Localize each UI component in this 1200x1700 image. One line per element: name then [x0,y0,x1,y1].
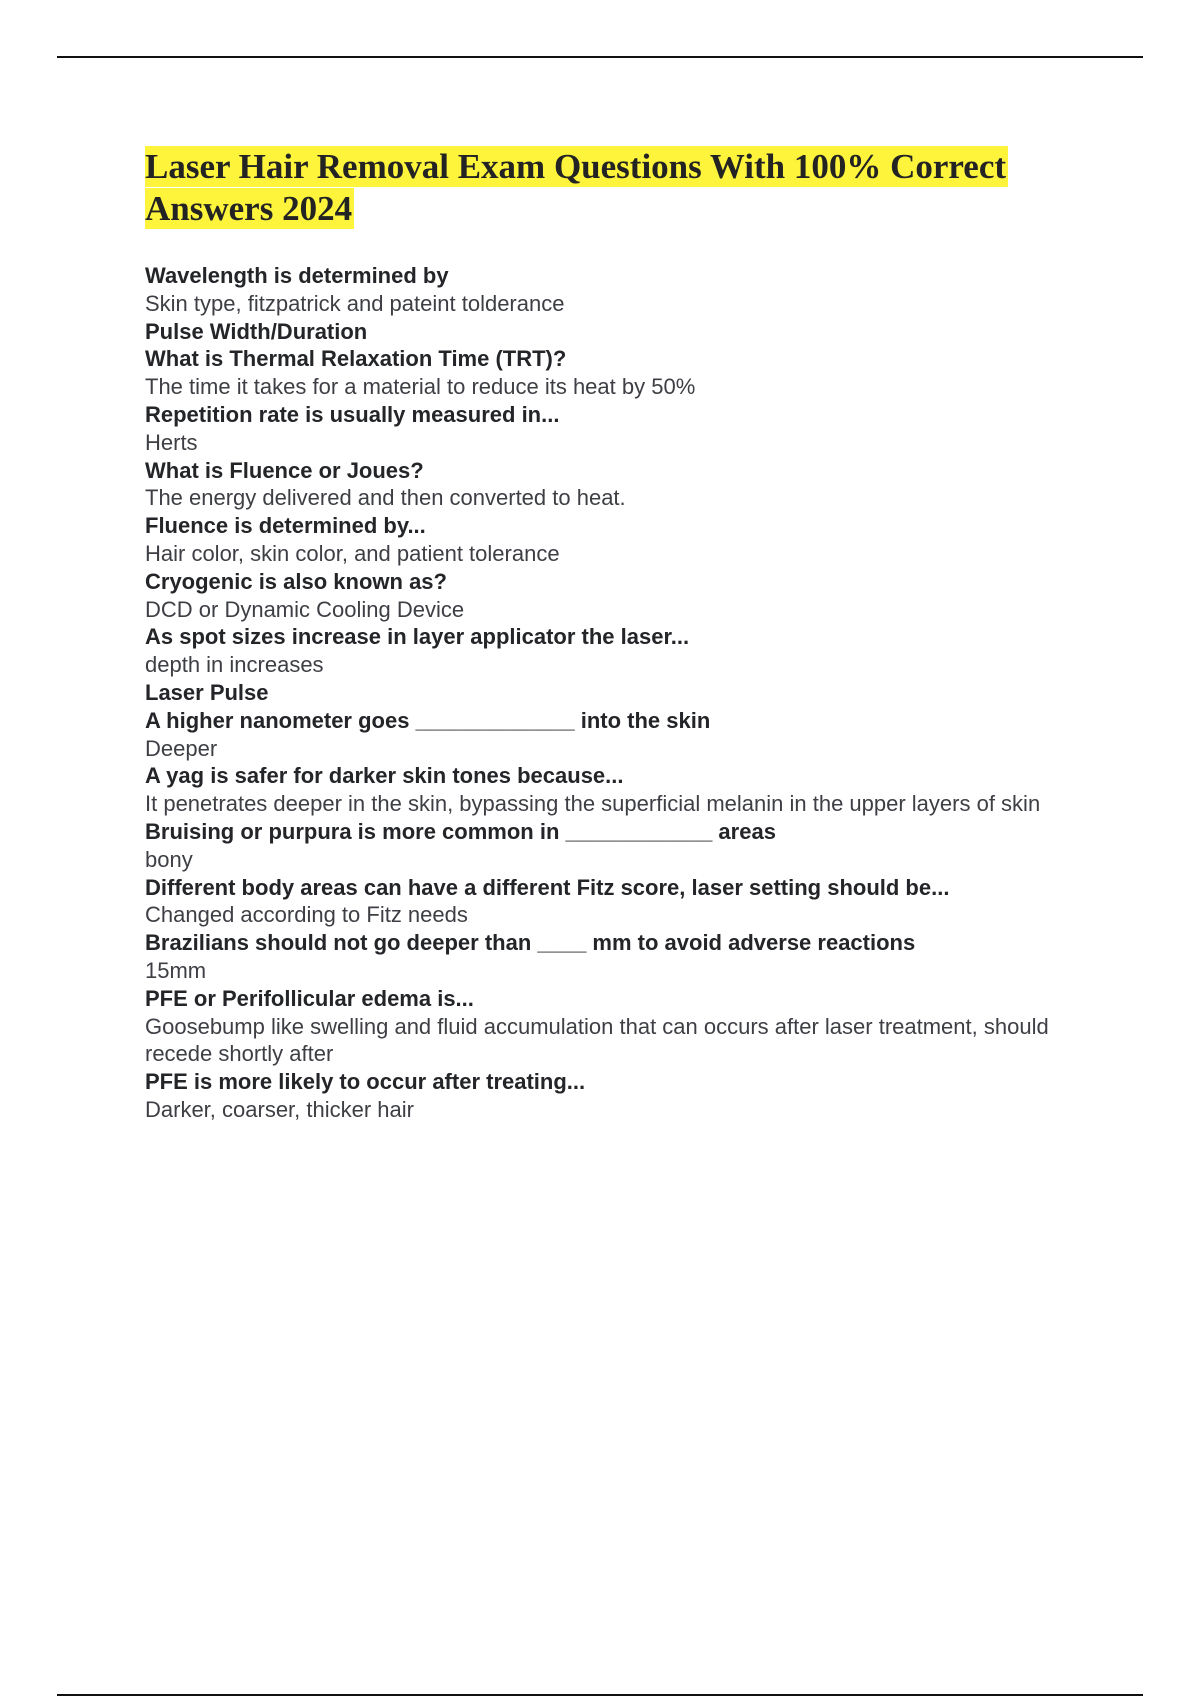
answer-text: Skin type, fitzpatrick and pateint tolderance [145,290,565,316]
qa-list [145,262,1095,1124]
question-text: What is Fluence or Joues? [145,457,424,483]
document-title [145,146,1095,230]
answer-text: depth in increases [145,652,324,678]
answer-text: bony [145,846,193,872]
document-body [145,146,1095,1124]
question-text: Fluence is determined by... [145,513,426,539]
question-text: Wavelength is determined by [145,263,449,288]
question-text: PFE or Perifollicular edema is... [145,985,474,1011]
answer-text: DCD or Dynamic Cooling Device [145,596,465,622]
answer-text: Hair color, skin color, and patient tolerance [145,540,560,566]
question-text: Laser Pulse [145,679,269,705]
answer-text: 15mm [145,957,207,983]
answer-text: The energy delivered and then converted to heat. [145,485,626,511]
question-text: Cryogenic is also known as? [145,568,447,594]
question-text: Brazilians should not go deeper than ____ mm to avoid adverse reactions [145,930,916,956]
question-text: Pulse Width/Duration [145,318,368,344]
answer-text: The time it takes for a material to reduce its heat by 50% [145,374,696,400]
question-text: What is Thermal Relaxation Time (TRT)? [145,346,567,372]
question-text: Repetition rate is usually measured in... [145,401,560,427]
answer-text: Darker, coarser, thicker hair [145,1096,414,1122]
question-text: Bruising or purpura is more common in ____________ areas [145,818,776,844]
question-text: A yag is safer for darker skin tones because... [145,763,624,789]
answer-text: Deeper [145,735,218,761]
answer-text: Changed according to Fitz needs [145,902,468,928]
answer-text: It penetrates deeper in the skin, bypassing the superficial melanin in the upper layers of skin [145,791,1041,817]
header-rule [57,56,1143,58]
question-text: A higher nanometer goes _____________ into the skin [145,707,711,733]
footer-rule [57,1694,1143,1696]
question-text: Different body areas can have a different Fitz score, laser setting should be... [145,874,950,900]
question-text: PFE is more likely to occur after treating... [145,1069,586,1095]
document-title-text: Laser Hair Removal Exam Questions With 100% Correct Answers 2024 [145,147,1007,228]
question-text: As spot sizes increase in layer applicator the laser... [145,624,690,650]
answer-text: Herts [145,429,198,455]
answer-text: Goosebump like swelling and fluid accumulation that can occurs after laser treatment, should recede shortly after [145,1013,1049,1067]
